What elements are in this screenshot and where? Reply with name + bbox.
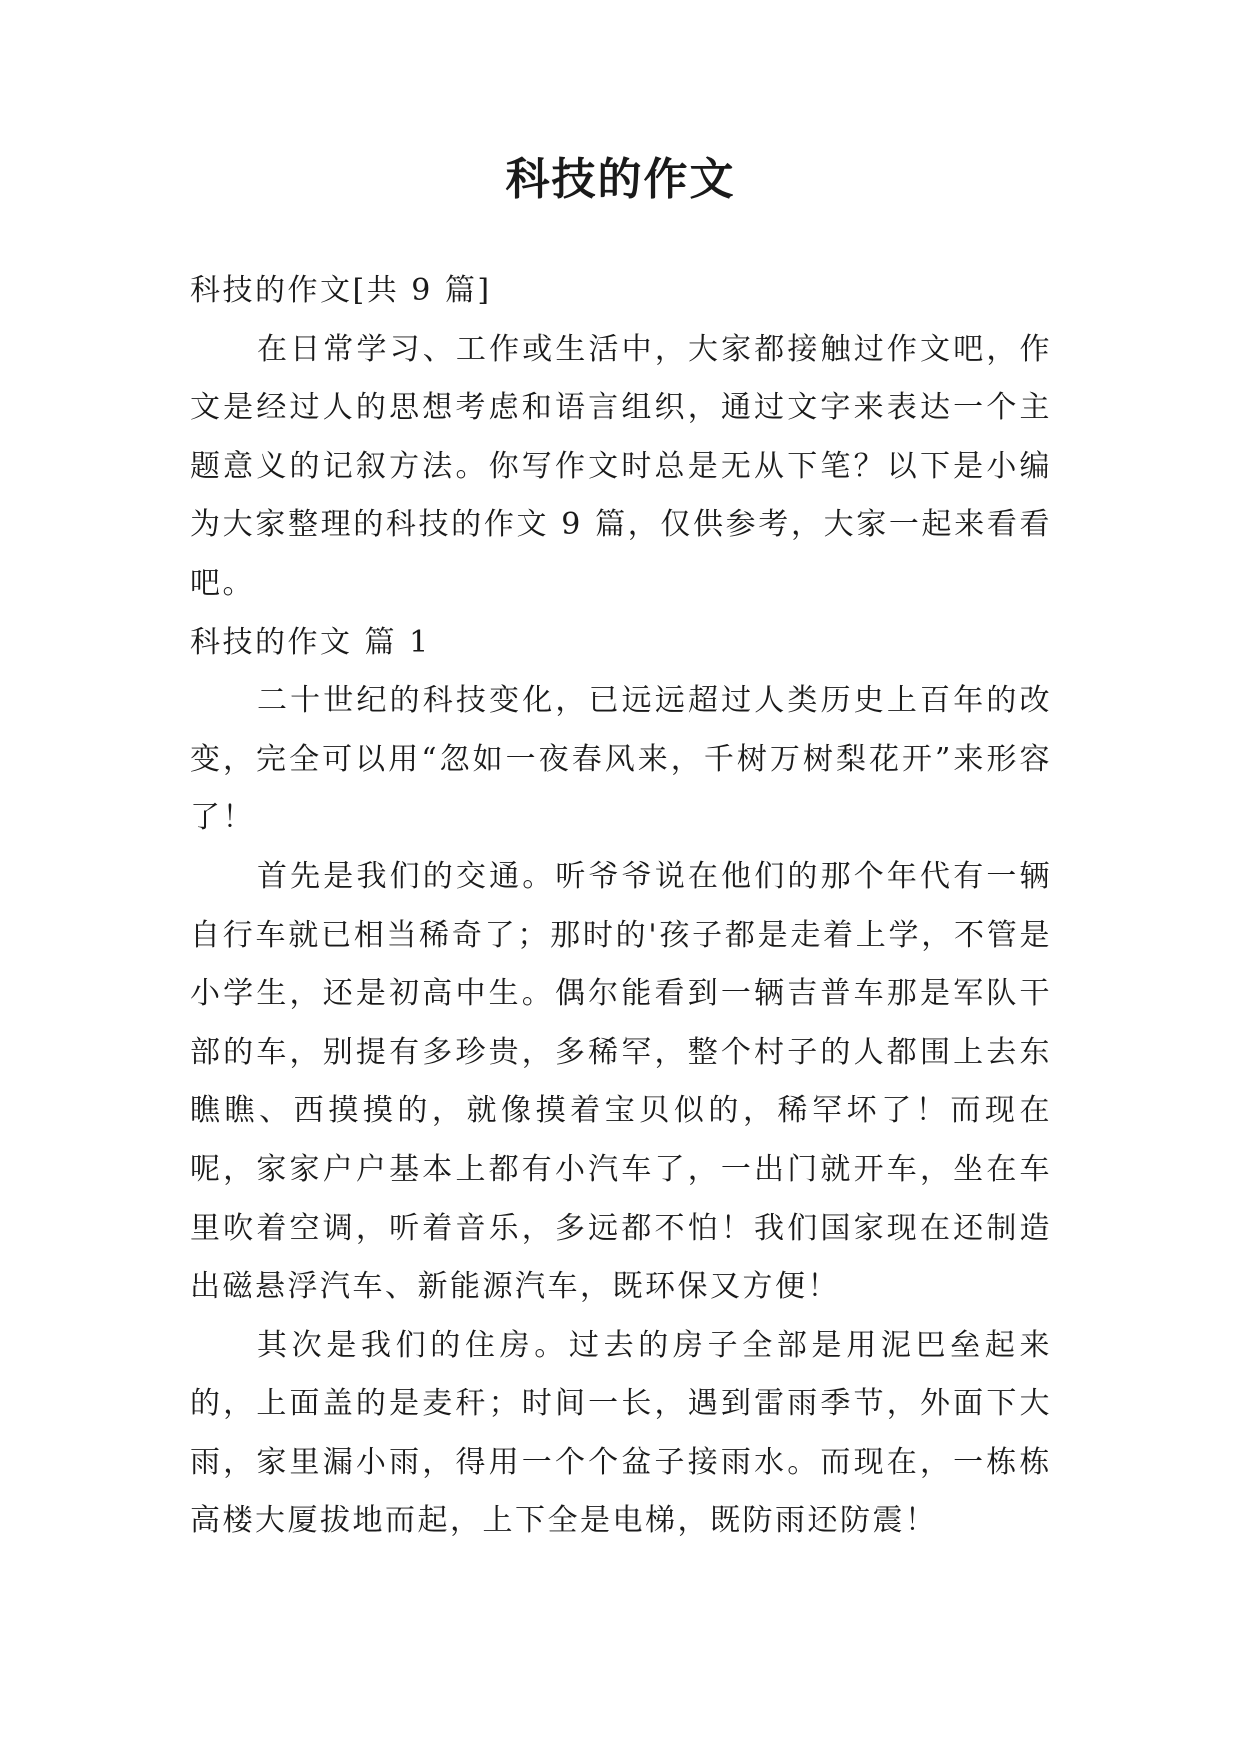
section-heading: 科技的作文 篇 1 — [190, 624, 431, 660]
intro-paragraph: 在日常学习、工作或生活中，大家都接触过作文吧，作文是经过人的思想考虑和语言组织，通过文字来表达一个主题意义的记叙方法。你写作文时总是无从下笔？以下是小编为大家整理的科技的作文 9 篇，仅供参考，大家一起来看看吧。 — [190, 331, 1052, 601]
document-subtitle: 科技的作文[共 9 篇] — [190, 273, 492, 308]
body-paragraph: 其次是我们的住房。过去的房子全部是用泥巴垒起来的，上面盖的是麦秆；时间一长，遇到雷雨季节，外面下大雨，家里漏小雨，得用一个个盆子接雨水。而现在，一栋栋高楼大厦拔地而起，上下全是电梯，既防雨还防震！ — [190, 1327, 1052, 1539]
document-title: 科技的作文 — [505, 154, 736, 205]
body-paragraph: 二十世纪的科技变化，已远远超过人类历史上百年的改变，完全可以用“忽如一夜春风来，千树万树梨花开”来形容了！ — [190, 683, 1052, 836]
document-body — [190, 262, 1052, 1551]
body-paragraph: 首先是我们的交通。听爷爷说在他们的那个年代有一辆自行车就已相当稀奇了；那时的'孩子都是走着上学，不管是小学生，还是初高中生。偶尔能看到一辆吉普车那是军队干部的车，别提有多珍贵，多稀罕，整个村子的人都围上去东瞧瞧、西摸摸的，就像摸着宝贝似的，稀罕坏了！而现在呢，家家户户基本上都有小汽车了，一出门就开车，坐在车里吹着空调，听着音乐，多远都不怕！我们国家现在还制造出磁悬浮汽车、新能源汽车，既环保又方便！ — [190, 858, 1052, 1305]
